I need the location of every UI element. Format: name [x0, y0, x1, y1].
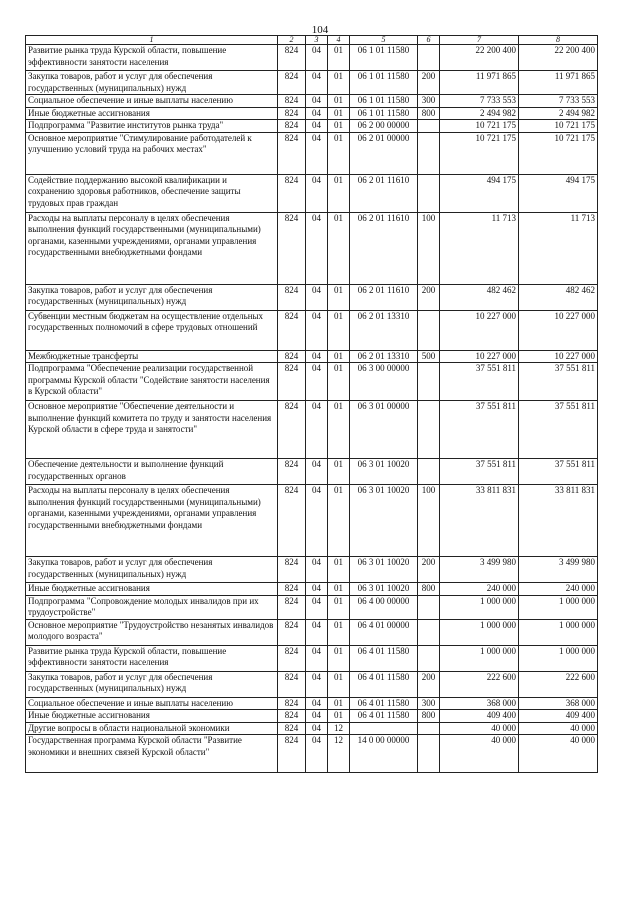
row-name-cell: Закупка товаров, работ и услуг для обеспечения государственных (муниципальных) нужд [26, 671, 278, 697]
row-code-cell: 824 [278, 95, 306, 108]
row-code-cell: 824 [278, 583, 306, 596]
row-code-cell: 824 [278, 459, 306, 485]
table-row [26, 363, 598, 401]
row-expense-type-cell [418, 735, 440, 773]
row-target-cell: 06 2 01 11610 [350, 174, 418, 212]
row-amount-cell: 7 733 553 [440, 95, 519, 108]
row-subsection-cell: 01 [328, 401, 350, 459]
row-amount-cell: 1 000 000 [440, 645, 519, 671]
row-amount-total-cell: 3 499 980 [519, 557, 598, 583]
row-section-cell: 04 [306, 619, 328, 645]
row-name-cell: Иные бюджетные ассигнования [26, 583, 278, 596]
row-amount-total-cell: 1 000 000 [519, 645, 598, 671]
row-target-cell: 06 2 01 13310 [350, 310, 418, 350]
row-code-cell: 824 [278, 710, 306, 723]
column-header: 6 [418, 36, 440, 45]
row-target-cell: 06 4 01 11580 [350, 710, 418, 723]
row-subsection-cell: 01 [328, 132, 350, 174]
row-code-cell: 824 [278, 735, 306, 773]
row-subsection-cell: 01 [328, 459, 350, 485]
row-expense-type-cell [418, 459, 440, 485]
row-expense-type-cell: 800 [418, 107, 440, 120]
row-amount-cell: 240 000 [440, 583, 519, 596]
table-row [26, 459, 598, 485]
table-row [26, 645, 598, 671]
row-expense-type-cell: 500 [418, 350, 440, 363]
row-name-cell: Обеспечение деятельности и выполнение функций государственных органов [26, 459, 278, 485]
table-row [26, 310, 598, 350]
row-code-cell: 824 [278, 132, 306, 174]
row-name-cell: Иные бюджетные ассигнования [26, 107, 278, 120]
row-name-cell: Расходы на выплаты персоналу в целях обеспечения выполнения функций государственными (муниципальными) органами, казенными учреждениями, органами управления государственными внебюджетными фондами [26, 485, 278, 557]
row-expense-type-cell [418, 645, 440, 671]
row-expense-type-cell [418, 619, 440, 645]
row-target-cell: 06 4 01 00000 [350, 619, 418, 645]
row-expense-type-cell: 200 [418, 71, 440, 95]
row-code-cell: 824 [278, 45, 306, 71]
row-name-cell: Закупка товаров, работ и услуг для обеспечения государственных (муниципальных) нужд [26, 284, 278, 310]
row-amount-cell: 10 721 175 [440, 120, 519, 133]
row-amount-total-cell: 22 200 400 [519, 45, 598, 71]
column-header: 1 [26, 36, 278, 45]
row-subsection-cell: 01 [328, 583, 350, 596]
row-subsection-cell: 01 [328, 619, 350, 645]
page-number: 104 [311, 24, 329, 36]
row-section-cell: 04 [306, 557, 328, 583]
table-row [26, 735, 598, 773]
row-target-cell: 06 3 01 10020 [350, 557, 418, 583]
row-section-cell: 04 [306, 363, 328, 401]
row-subsection-cell: 01 [328, 71, 350, 95]
row-expense-type-cell [418, 132, 440, 174]
row-subsection-cell: 01 [328, 212, 350, 284]
table-row [26, 557, 598, 583]
row-target-cell: 06 2 01 11610 [350, 212, 418, 284]
column-header: 7 [440, 36, 519, 45]
row-name-cell: Другие вопросы в области национальной экономики [26, 722, 278, 735]
row-amount-total-cell: 37 551 811 [519, 363, 598, 401]
row-amount-total-cell: 494 175 [519, 174, 598, 212]
row-section-cell: 04 [306, 350, 328, 363]
row-subsection-cell: 01 [328, 671, 350, 697]
table-row [26, 120, 598, 133]
row-section-cell: 04 [306, 71, 328, 95]
row-code-cell: 824 [278, 595, 306, 619]
row-name-cell: Расходы на выплаты персоналу в целях обеспечения выполнения функций государственными (муниципальными) органами, казенными учреждениями, органами управления государственными внебюджетными фондами [26, 212, 278, 284]
row-amount-total-cell: 368 000 [519, 697, 598, 710]
table-row [26, 174, 598, 212]
row-code-cell: 824 [278, 557, 306, 583]
row-name-cell: Содействие поддержанию высокой квалификации и сохранению здоровья работников, обеспечение защиты трудовых прав граждан [26, 174, 278, 212]
table-row [26, 722, 598, 735]
table-row [26, 284, 598, 310]
row-amount-total-cell: 40 000 [519, 735, 598, 773]
row-target-cell: 06 2 00 00000 [350, 120, 418, 133]
row-subsection-cell: 12 [328, 722, 350, 735]
row-amount-cell: 222 600 [440, 671, 519, 697]
table-row [26, 485, 598, 557]
row-amount-cell: 3 499 980 [440, 557, 519, 583]
row-section-cell: 04 [306, 697, 328, 710]
row-name-cell: Основное мероприятие "Стимулирование работодателей к улучшению условий труда на рабочих местах" [26, 132, 278, 174]
row-code-cell: 824 [278, 107, 306, 120]
row-target-cell: 06 3 01 10020 [350, 459, 418, 485]
row-amount-cell: 368 000 [440, 697, 519, 710]
row-target-cell: 06 1 01 11580 [350, 107, 418, 120]
row-target-cell: 06 4 01 11580 [350, 671, 418, 697]
row-amount-cell: 409 400 [440, 710, 519, 723]
row-amount-cell: 11 713 [440, 212, 519, 284]
row-amount-total-cell: 7 733 553 [519, 95, 598, 108]
row-amount-cell: 11 971 865 [440, 71, 519, 95]
row-subsection-cell: 01 [328, 284, 350, 310]
row-name-cell: Подпрограмма "Обеспечение реализации государственной программы Курской области "Содействие занятости населения в Курской области" [26, 363, 278, 401]
row-amount-total-cell: 33 811 831 [519, 485, 598, 557]
row-amount-total-cell: 40 000 [519, 722, 598, 735]
row-target-cell: 06 1 01 11580 [350, 71, 418, 95]
row-amount-cell: 1 000 000 [440, 595, 519, 619]
row-expense-type-cell [418, 45, 440, 71]
row-target-cell: 06 3 01 10020 [350, 485, 418, 557]
row-section-cell: 04 [306, 45, 328, 71]
row-amount-total-cell: 482 462 [519, 284, 598, 310]
row-amount-cell: 40 000 [440, 722, 519, 735]
row-name-cell: Закупка товаров, работ и услуг для обеспечения государственных (муниципальных) нужд [26, 557, 278, 583]
row-amount-cell: 40 000 [440, 735, 519, 773]
row-amount-total-cell: 10 721 175 [519, 120, 598, 133]
row-section-cell: 04 [306, 174, 328, 212]
row-section-cell: 04 [306, 120, 328, 133]
row-code-cell: 824 [278, 310, 306, 350]
row-target-cell: 06 3 00 00000 [350, 363, 418, 401]
row-expense-type-cell [418, 174, 440, 212]
row-amount-cell: 37 551 811 [440, 363, 519, 401]
table-row [26, 595, 598, 619]
row-code-cell: 824 [278, 284, 306, 310]
table-header-row [26, 36, 598, 45]
row-target-cell: 06 4 01 11580 [350, 645, 418, 671]
row-name-cell: Развитие рынка труда Курской области, повышение эффективности занятости населения [26, 645, 278, 671]
row-amount-cell: 1 000 000 [440, 619, 519, 645]
table-row [26, 401, 598, 459]
column-header: 3 [306, 36, 328, 45]
row-amount-total-cell: 37 551 811 [519, 401, 598, 459]
row-section-cell: 04 [306, 735, 328, 773]
row-target-cell: 14 0 00 00000 [350, 735, 418, 773]
table-row [26, 95, 598, 108]
row-section-cell: 04 [306, 671, 328, 697]
row-expense-type-cell: 100 [418, 212, 440, 284]
row-section-cell: 04 [306, 645, 328, 671]
table-body [26, 45, 598, 773]
row-amount-total-cell: 10 721 175 [519, 132, 598, 174]
row-code-cell: 824 [278, 485, 306, 557]
table-row [26, 671, 598, 697]
row-target-cell: 06 1 01 11580 [350, 45, 418, 71]
row-name-cell: Социальное обеспечение и иные выплаты населению [26, 697, 278, 710]
row-target-cell: 06 3 01 10020 [350, 583, 418, 596]
row-target-cell: 06 2 01 13310 [350, 350, 418, 363]
row-code-cell: 824 [278, 619, 306, 645]
row-code-cell: 824 [278, 722, 306, 735]
table-row [26, 107, 598, 120]
row-target-cell: 06 4 00 00000 [350, 595, 418, 619]
row-section-cell: 04 [306, 459, 328, 485]
row-target-cell: 06 3 01 00000 [350, 401, 418, 459]
row-subsection-cell: 01 [328, 363, 350, 401]
row-amount-cell: 482 462 [440, 284, 519, 310]
row-amount-cell: 494 175 [440, 174, 519, 212]
row-amount-total-cell: 11 713 [519, 212, 598, 284]
row-expense-type-cell: 800 [418, 583, 440, 596]
row-target-cell: 06 2 01 11610 [350, 284, 418, 310]
row-name-cell: Развитие рынка труда Курской области, повышение эффективности занятости населения [26, 45, 278, 71]
row-section-cell: 04 [306, 722, 328, 735]
row-name-cell: Подпрограмма "Сопровождение молодых инвалидов при их трудоустройстве" [26, 595, 278, 619]
row-subsection-cell: 01 [328, 645, 350, 671]
row-subsection-cell: 01 [328, 107, 350, 120]
row-section-cell: 04 [306, 310, 328, 350]
row-name-cell: Основное мероприятие "Обеспечение деятельности и выполнение функций комитета по труду и занятости населения Курской области в сфере труда и занятости" [26, 401, 278, 459]
table-row [26, 132, 598, 174]
row-amount-total-cell: 222 600 [519, 671, 598, 697]
row-expense-type-cell: 200 [418, 671, 440, 697]
row-expense-type-cell [418, 120, 440, 133]
row-expense-type-cell [418, 310, 440, 350]
row-code-cell: 824 [278, 71, 306, 95]
budget-table [25, 35, 598, 773]
column-header: 2 [278, 36, 306, 45]
row-subsection-cell: 01 [328, 45, 350, 71]
row-subsection-cell: 01 [328, 595, 350, 619]
table-row [26, 71, 598, 95]
row-expense-type-cell: 100 [418, 485, 440, 557]
row-amount-cell: 10 721 175 [440, 132, 519, 174]
row-amount-total-cell: 37 551 811 [519, 459, 598, 485]
row-amount-cell: 37 551 811 [440, 459, 519, 485]
row-name-cell: Государственная программа Курской области "Развитие экономики и внешних связей Курской области" [26, 735, 278, 773]
row-code-cell: 824 [278, 697, 306, 710]
row-target-cell: 06 1 01 11580 [350, 95, 418, 108]
row-amount-total-cell: 240 000 [519, 583, 598, 596]
column-header: 8 [519, 36, 598, 45]
row-amount-cell: 37 551 811 [440, 401, 519, 459]
row-subsection-cell: 01 [328, 485, 350, 557]
row-subsection-cell: 01 [328, 174, 350, 212]
row-code-cell: 824 [278, 671, 306, 697]
row-expense-type-cell: 300 [418, 95, 440, 108]
row-target-cell: 06 2 01 00000 [350, 132, 418, 174]
table-row [26, 212, 598, 284]
row-section-cell: 04 [306, 595, 328, 619]
row-code-cell: 824 [278, 120, 306, 133]
row-amount-total-cell: 1 000 000 [519, 619, 598, 645]
row-code-cell: 824 [278, 645, 306, 671]
row-expense-type-cell: 200 [418, 284, 440, 310]
row-name-cell: Подпрограмма "Развитие институтов рынка труда" [26, 120, 278, 133]
row-expense-type-cell: 300 [418, 697, 440, 710]
row-amount-total-cell: 10 227 000 [519, 310, 598, 350]
row-section-cell: 04 [306, 583, 328, 596]
row-expense-type-cell: 200 [418, 557, 440, 583]
row-subsection-cell: 12 [328, 735, 350, 773]
row-subsection-cell: 01 [328, 120, 350, 133]
row-expense-type-cell [418, 595, 440, 619]
row-name-cell: Субвенции местным бюджетам на осуществление отдельных государственных полномочий в сфере трудовых отношений [26, 310, 278, 350]
row-section-cell: 04 [306, 132, 328, 174]
row-code-cell: 824 [278, 363, 306, 401]
row-target-cell: 06 4 01 11580 [350, 697, 418, 710]
row-amount-cell: 10 227 000 [440, 350, 519, 363]
row-expense-type-cell: 800 [418, 710, 440, 723]
row-amount-cell: 2 494 982 [440, 107, 519, 120]
row-amount-total-cell: 1 000 000 [519, 595, 598, 619]
row-section-cell: 04 [306, 95, 328, 108]
row-amount-cell: 10 227 000 [440, 310, 519, 350]
row-name-cell: Закупка товаров, работ и услуг для обеспечения государственных (муниципальных) нужд [26, 71, 278, 95]
table-row [26, 710, 598, 723]
table-row [26, 583, 598, 596]
row-expense-type-cell [418, 401, 440, 459]
row-code-cell: 824 [278, 174, 306, 212]
row-section-cell: 04 [306, 401, 328, 459]
row-amount-cell: 22 200 400 [440, 45, 519, 71]
row-section-cell: 04 [306, 284, 328, 310]
row-section-cell: 04 [306, 212, 328, 284]
row-expense-type-cell [418, 363, 440, 401]
row-section-cell: 04 [306, 485, 328, 557]
row-section-cell: 04 [306, 107, 328, 120]
row-subsection-cell: 01 [328, 95, 350, 108]
table-row [26, 350, 598, 363]
table-row [26, 619, 598, 645]
column-header: 4 [328, 36, 350, 45]
row-code-cell: 824 [278, 350, 306, 363]
row-name-cell: Межбюджетные трансферты [26, 350, 278, 363]
row-code-cell: 824 [278, 401, 306, 459]
row-expense-type-cell [418, 722, 440, 735]
row-amount-total-cell: 409 400 [519, 710, 598, 723]
row-amount-total-cell: 10 227 000 [519, 350, 598, 363]
row-name-cell: Иные бюджетные ассигнования [26, 710, 278, 723]
row-code-cell: 824 [278, 212, 306, 284]
row-amount-cell: 33 811 831 [440, 485, 519, 557]
row-subsection-cell: 01 [328, 557, 350, 583]
column-header: 5 [350, 36, 418, 45]
table-row [26, 697, 598, 710]
row-name-cell: Основное мероприятие "Трудоустройство незанятых инвалидов молодого возраста" [26, 619, 278, 645]
row-amount-total-cell: 11 971 865 [519, 71, 598, 95]
row-section-cell: 04 [306, 710, 328, 723]
row-subsection-cell: 01 [328, 310, 350, 350]
row-subsection-cell: 01 [328, 710, 350, 723]
row-amount-total-cell: 2 494 982 [519, 107, 598, 120]
row-subsection-cell: 01 [328, 350, 350, 363]
table-row [26, 45, 598, 71]
row-subsection-cell: 01 [328, 697, 350, 710]
row-name-cell: Социальное обеспечение и иные выплаты населению [26, 95, 278, 108]
row-target-cell [350, 722, 418, 735]
